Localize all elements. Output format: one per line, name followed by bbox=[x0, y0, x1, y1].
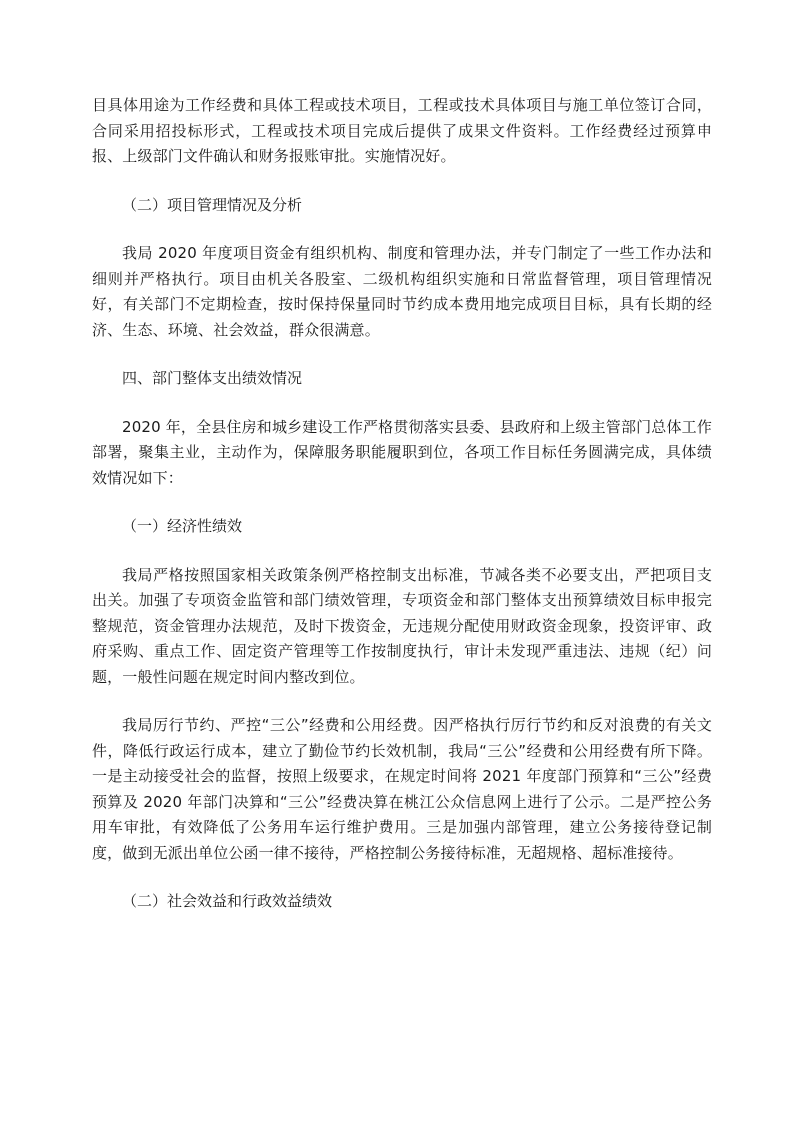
document-body bbox=[92, 93, 712, 938]
paragraph-project-management: 我局 2020 年度项目资金有组织机构、制度和管理办法，并专门制定了一些工作办法和细则并严格执行。项目由机关各股室、二级机构组织实施和日常监督管理，项目管理情况好，有关部门不定期检查，按时保持保量同时节约成本费用地完成项目目标，具有长期的经济、生态、环境、社会效益，群众很满意。 bbox=[92, 244, 712, 339]
heading-project-management: （二）项目管理情况及分析 bbox=[122, 195, 303, 214]
paragraph-expenditure-control: 我局严格按照国家相关政策条例严格控制支出标准，节减各类不必要支出，严把项目支出关。加强了专项资金监管和部门绩效管理，专项资金和部门整体支出预算绩效目标申报完整规范，资金管理办法规范，及时下拨资金，无违规分配使用财政资金现象，投资评审、政府采购、重点工作、固定资产管理等工作按制度执行，审计未发现严重违法、违规（纪）问题，一般性问题在规定时间内整改到位。 bbox=[92, 565, 712, 686]
heading-economic-performance: （一）经济性绩效 bbox=[122, 517, 243, 535]
paragraph-three-public-expenses: 我局厉行节约、严控“三公”经费和公用经费。因严格执行厉行节约和反对浪费的有关文件，降低行政运行成本，建立了勤俭节约长效机制，我局“三公”经费和公用经费有所下降。一是主动接受社会的监督，按照上级要求，在规定时间将 2021 年度部门预算和“三公”经费预算及 2020 年部门决算和“三公”经费决算在桃江公众信息网上进行了公示。二是严控公务用车审批，有效降低了公务用车运行维护费用。三是加强内部管理，建立公务接待登记制度，做到无派出单位公函一律不接待，严格控制公务接待标准，无超规格、超标准接待。 bbox=[92, 716, 712, 862]
paragraph-overall-performance: 2020 年，全县住房和城乡建设工作严格贯彻落实县委、县政府和上级主管部门总体工作部署，聚集主业，主动作为，保障服务职能履职到位，各项工作目标任务圆满完成，具体绩效情况如下： bbox=[92, 417, 712, 487]
paragraph-project-usage: 目具体用途为工作经费和具体工程或技术项目，工程或技术具体项目与施工单位签订合同，合同采用招投标形式，工程或技术项目完成后提供了成果文件资料。工作经费经过预算申报、上级部门文件确认和财务报账审批。实施情况好。 bbox=[92, 96, 712, 165]
heading-social-benefits: （二）社会效益和行政效益绩效 bbox=[122, 892, 333, 910]
heading-section-four: 四、部门整体支出绩效情况 bbox=[122, 369, 303, 387]
